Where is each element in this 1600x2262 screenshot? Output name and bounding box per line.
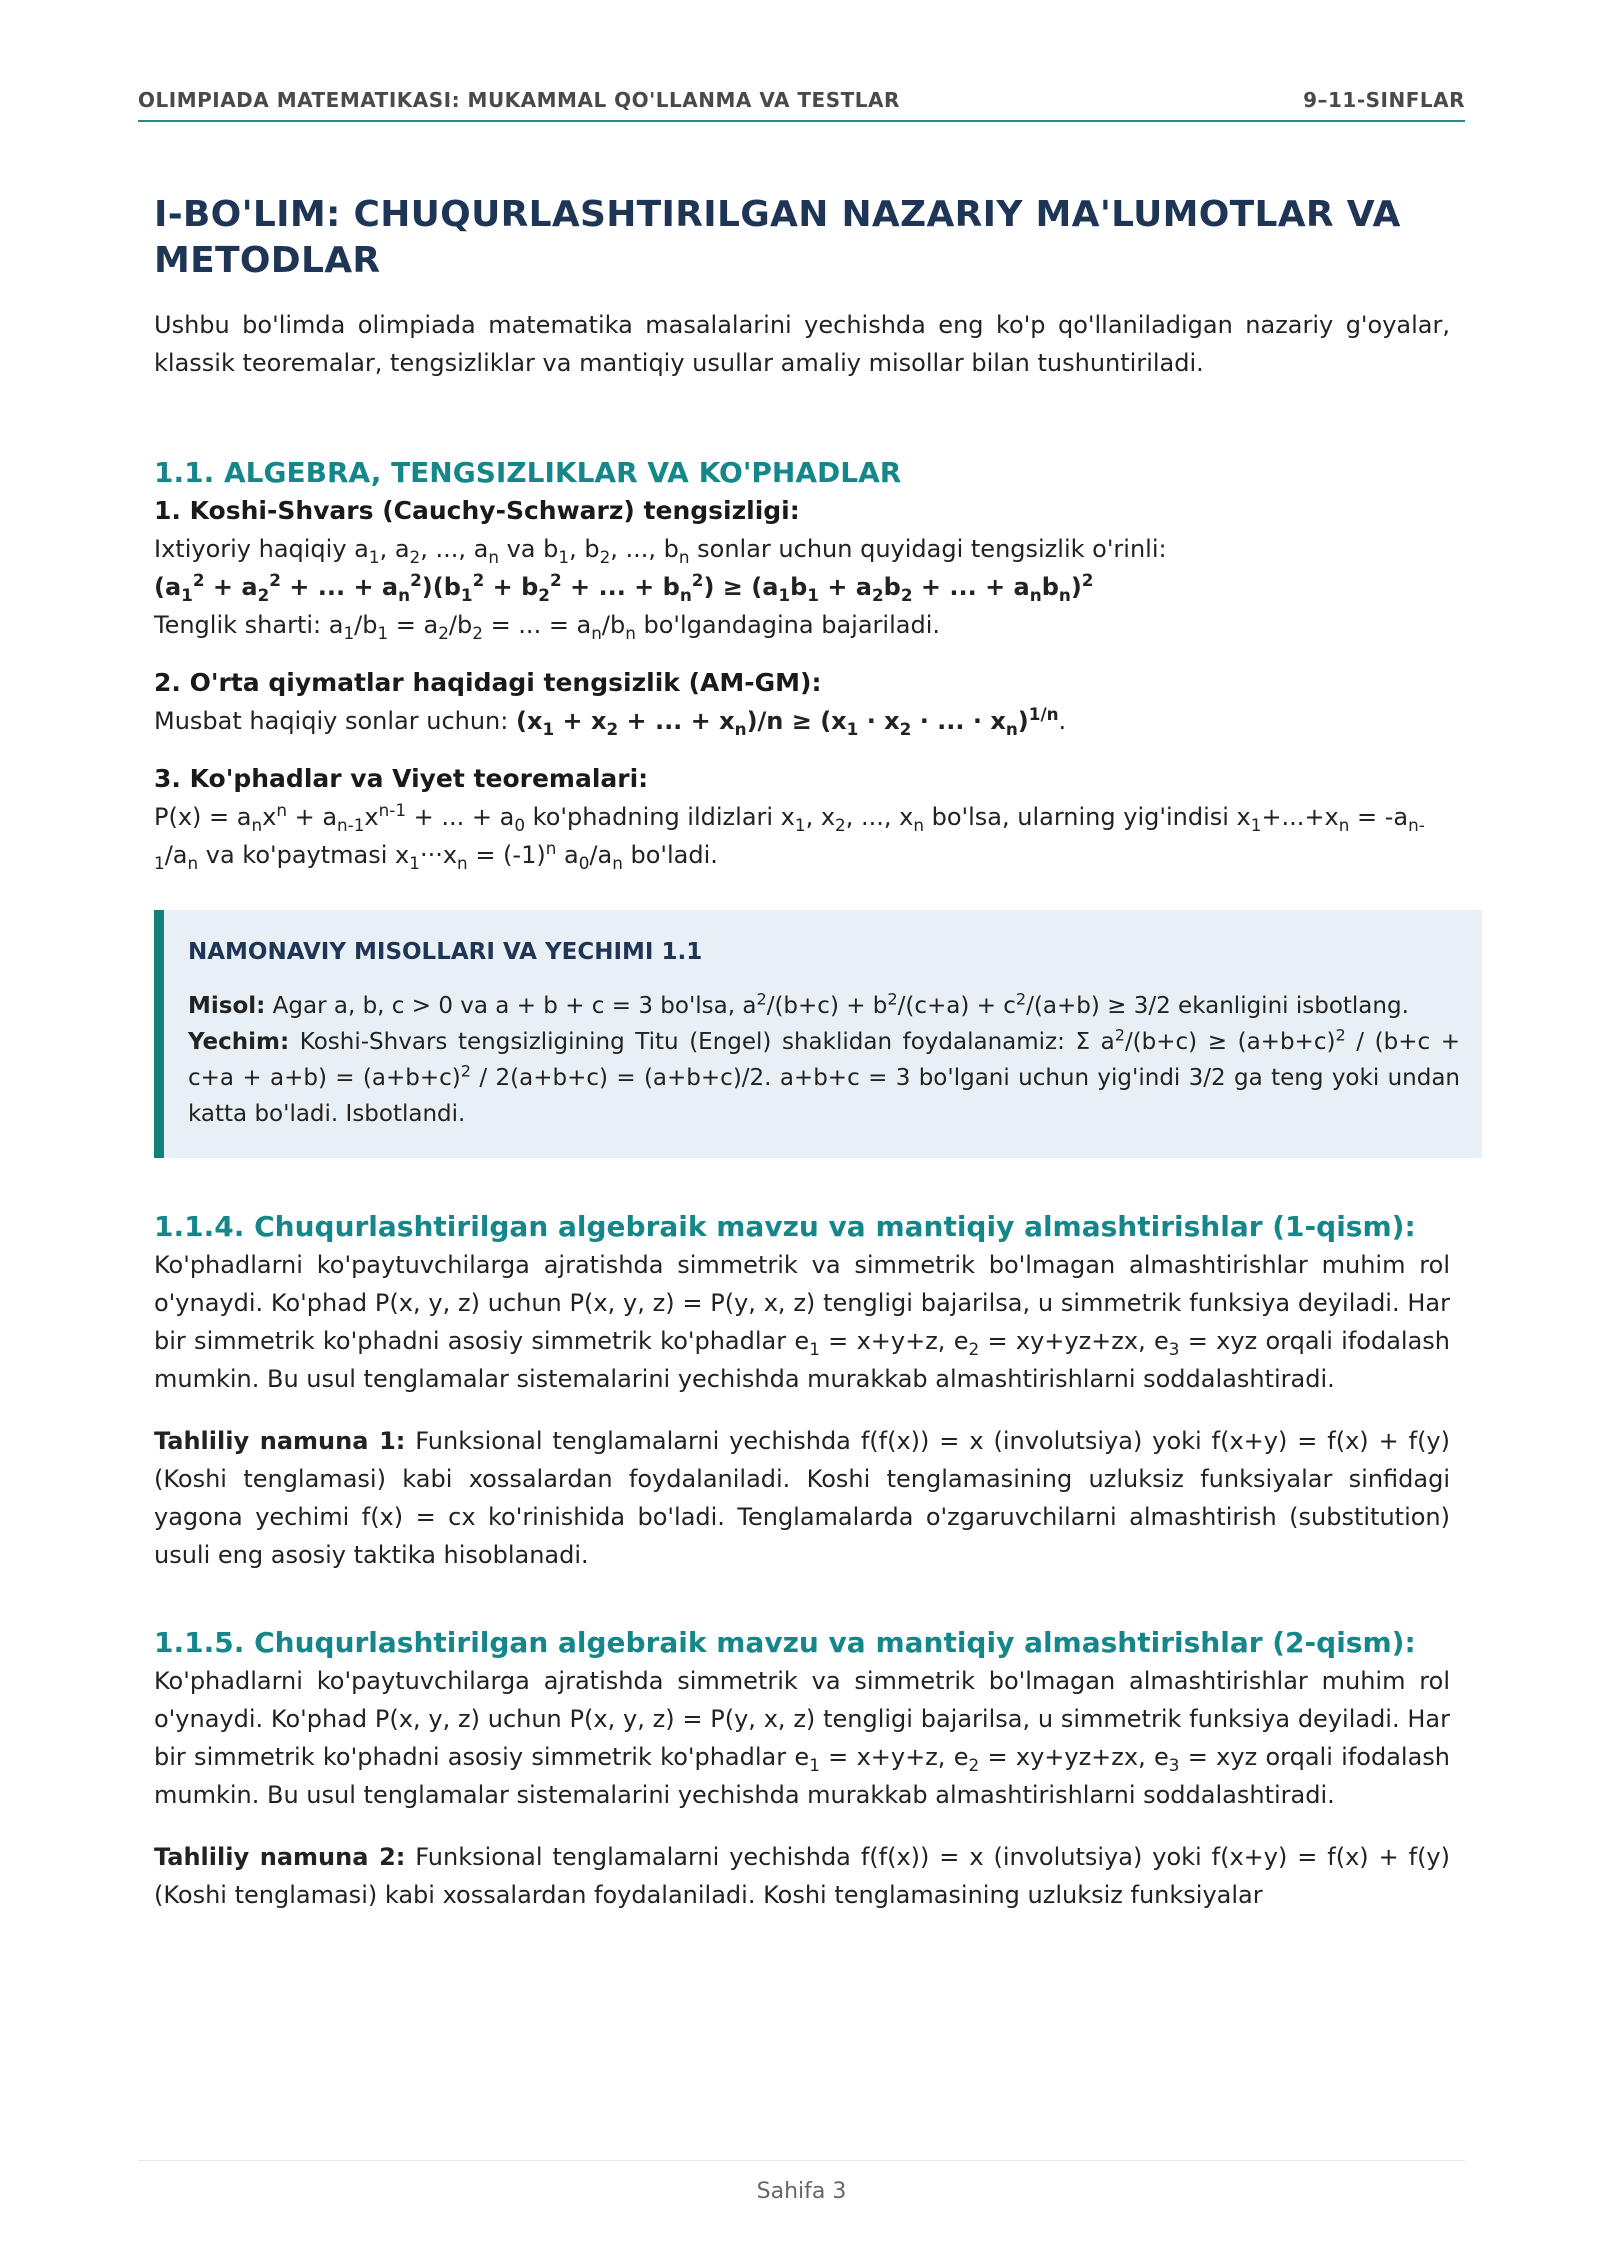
section-1-1-5-sample: Tahliliy namuna 2: Funksional tenglamalarni yechishda f(f(x)) = x (involutsiya) yoki f(x+y) = f(x) + f(y) (Koshi tenglamasi) kabi xossalardan foydalaniladi. Koshi tenglamasining uzluksiz funksiyalar <box>154 1843 1450 1909</box>
section-1-1-4-sample: Tahliliy namuna 1: Funksional tenglamalarni yechishda f(f(x)) = x (involutsiya) yoki f(x+y) = f(x) + f(y) (Koshi tenglamasi) kabi xossalardan foydalaniladi. Koshi tenglamasining uzluksiz funksiyalar sinfidagi yagona yechimi f(x) = cx ko'rinishida bo'ladi. Tenglamalarda o'zgaruvchilarni almashtirish (substitution) usuli eng asosiy taktika hisoblanadi. <box>154 1427 1450 1569</box>
cauchy-schwarz-statement: Ixtiyoriy haqiqiy $a_1$, $a_2$, ..., $a_n$ va $b_1$, $b_2$, ..., $b_n$ sonlar uchun quyidagi tengsizlik o'rinli: <box>154 535 1167 567</box>
callout-problem: Misol: Agar a, b, c > 0 va a + b + c = 3 bo'lsa, $a^2/(b+c) + b^2/(c+a) + c^2/(a+b) \ge 3/2$ ekanligini isbotlang. <box>188 989 1409 1019</box>
chapter-intro: Ushbu bo'limda olimpiada matematika masalalarini yechishda eng ko'p qo'llaniladigan nazariy g'oyalar, klassik teoremalar, tengsizliklar va mantiqiy usullar amaliy misollar bilan tushuntiriladi. <box>154 311 1450 377</box>
section-heading-1-1-4: 1.1.4. Chuqurlashtirilgan algebraik mavzu va mantiqiy almashtirishlar (1-qism): <box>154 1210 1416 1243</box>
callout-solution: Yechim: Koshi-Shvars tengsizligining Titu (Engel) shaklidan foydalanamiz: Σ $a^2/(b+c) \ge (a+b+c)^2 / (b+c + c+a + a+b) = (a+b+c)^2 / 2(a+b+c) = (a+b+c)/2$. a+b+c = 3 bo'lgani uchun yig'indi 3/2 ga teng yoki undan katta bo'ladi. Isbotlandi. <box>188 1025 1461 1127</box>
cauchy-schwarz-equality: Tenglik sharti: $a_1/b_1 = a_2/b_2$ = ... = $a_n/b_n$ bo'lgandagina bajariladi. <box>154 611 940 643</box>
header-book-title: OLIMPIADA MATEMATIKASI: MUKAMMAL QO'LLANMA VA TESTLAR <box>138 88 900 112</box>
cauchy-schwarz-formula: ($a_1^2 + a_2^2$ + ... + $a_n^2)(b_1^2 + b_2^2$ + ... + $b_n^2) \ge (a_1b_1 + a_2b_2$ + ... + $a_nb_n)^2$ <box>154 570 1094 605</box>
page-footer <box>138 2160 1465 2204</box>
am-gm-statement: Musbat haqiqiy sonlar uchun: ($x_1 + x_2$ + ... + $x_n)/n \ge (x_1 \cdot x_2$ · ... · $x_n)^{1/n}$. <box>154 704 1067 739</box>
vieta-statement: $P(x) = a_nx^n + a_{n-1}x^{n-1}$ + ... + $a_0$ ko'phadning ildizlari $x_1$, $x_2$, ..., $x_n$ bo'lsa, ularning yig'indisi $x_1+...+x_n = -a_{n-1}/a_n$ va ko'paytmasi $x_1\cdot\cdot\cdot x_n = (-1)^n$ $a_0/a_n$ bo'ladi. <box>154 800 1425 873</box>
callout-title: NAMONAVIY MISOLLARI VA YECHIMI 1.1 <box>188 939 703 965</box>
cauchy-schwarz-title: 1. Koshi-Shvars (Cauchy-Schwarz) tengsizligi: <box>154 496 800 525</box>
section-1-1-5-paragraph: Ko'phadlarni ko'paytuvchilarga ajratishda simmetrik va simmetrik bo'lmagan almashtirishlar muhim rol o'ynaydi. Ko'phad P(x, y, z) uchun P(x, y, z) = P(y, x, z) tengligi bajarilsa, u simmetrik funksiya deyiladi. Har bir simmetrik ko'phadni asosiy simmetrik ko'phadlar $e_1 = x+y+z$, $e_2 = xy+yz+zx$, $e_3$ = xyz orqali ifodalash mumkin. Bu usul tenglamalar sistemalarini yechishda murakkab almashtirishlarni soddalashtiradi. <box>154 1667 1450 1809</box>
vieta-title: 3. Ko'phadlar va Viyet teoremalari: <box>154 764 649 793</box>
section-heading-1-1: 1.1. ALGEBRA, TENGSIZLIKLAR VA KO'PHADLAR <box>154 456 902 489</box>
section-1-1-4-paragraph: Ko'phadlarni ko'paytuvchilarga ajratishda simmetrik va simmetrik bo'lmagan almashtirishlar muhim rol o'ynaydi. Ko'phad P(x, y, z) uchun P(x, y, z) = P(y, x, z) tengligi bajarilsa, u simmetrik funksiya deyiladi. Har bir simmetrik ko'phadni asosiy simmetrik ko'phadlar $e_1 = x+y+z$, $e_2 = xy+yz+zx$, $e_3$ = xyz orqali ifodalash mumkin. Bu usul tenglamalar sistemalarini yechishda murakkab almashtirishlarni soddalashtiradi. <box>154 1251 1450 1393</box>
page-content <box>154 192 1461 1914</box>
example-callout <box>154 910 1482 1158</box>
page-number: Sahifa 3 <box>756 2179 847 2204</box>
page-header <box>138 88 1465 122</box>
header-grade-range: 9–11-SINFLAR <box>1303 88 1465 112</box>
chapter-title: I-BO'LIM: CHUQURLASHTIRILGAN NAZARIY MA'LUMOTLAR VA METODLAR <box>154 194 1401 281</box>
am-gm-title: 2. O'rta qiymatlar haqidagi tengsizlik (AM-GM): <box>154 668 822 697</box>
section-heading-1-1-5: 1.1.5. Chuqurlashtirilgan algebraik mavzu va mantiqiy almashtirishlar (2-qism): <box>154 1626 1416 1659</box>
